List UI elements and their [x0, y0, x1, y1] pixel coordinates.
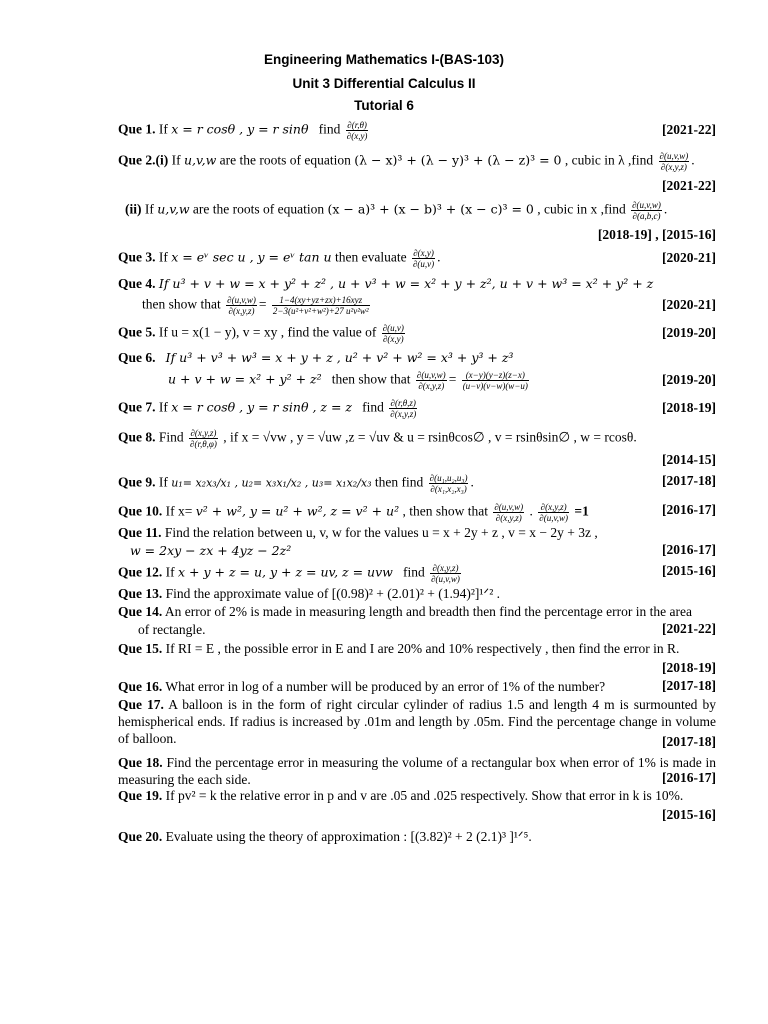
jacobian-fraction: $\frac{\partial(r,\theta)}{\partial(x,y)}$ [346, 120, 368, 141]
question-14: Que 14. An error of 2% is made in measuring length and breadth then find the percentage error in the area [118, 604, 692, 619]
question-20: Que 20. Evaluate using the theory of approximation : [(3.82)² + 2 (2.1)³ ]¹ᐟ⁵. [118, 829, 532, 844]
jacobian-fraction: $\frac{\partial(u,v,w)}{\partial(a,b,c)}$ [632, 200, 661, 221]
year-tag: [2021-22] [662, 621, 716, 636]
course-title: Engineering Mathematics I-(BAS-103) [263, 52, 505, 67]
result-fraction: $\frac{(x-y)(y-z)(z-x)}{(u-v)(v-w)(w-u)}$ [462, 370, 528, 391]
year-tag: [2014-15] [662, 452, 716, 467]
question-10: Que 10. If x= v² + w², y = u² + w², z = v² + u² , then show that $\frac{\partial(u,v,w)}{\partial(x,y,z)}$ . $\frac{\partial(x,y,z)}{\partial(u,v,w)}$ =1 [118, 502, 589, 523]
jacobian-fraction: $\frac{\partial(x,y,z)}{\partial(r,\theta,\varphi)}$ [190, 428, 217, 449]
year-tag: [2017-18] [662, 473, 716, 488]
question-1: Que 1. If x = r cosθ , y = r sinθ find $\frac{\partial(r,\theta)}{\partial(x,y)}$ [118, 120, 368, 141]
question-5: Que 5. If u = x(1 − y), v = xy , find the value of $\frac{\partial(u,v)}{\partial(x,y)}$ [118, 323, 404, 344]
question-18: Que 18. Find the percentage error in measuring the volume of a rectangular box when error of 1% is made in measuring the each side. [118, 755, 716, 787]
result-fraction: $\frac{\text{1−4(xy+yz+zx)+16xyz}}{\text{2−3(u²+v²+w²)+27 u²v²w²}}$ [272, 295, 369, 316]
year-tag: [2016-17] [662, 542, 716, 557]
year-tag: [2021-22] [662, 122, 716, 137]
question-12: Que 12. If x + y + z = u, y + z = uv, z = uvw find $\frac{\partial(x,y,z)}{\partial(u,v,w)}$ [118, 563, 460, 584]
year-tag: [2015-16] [662, 807, 716, 822]
year-tag: [2020-21] [662, 250, 716, 265]
year-tag: [2018-19] [662, 660, 716, 675]
year-tag: [2020-21] [662, 297, 716, 312]
year-tag: [2016-17] [662, 502, 716, 517]
question-9: Que 9. If u₁= x₂x₃/x₁ , u₂= x₃x₁/x₂ , u₃= x₁x₂/x₃ then find $\frac{\text{∂(u₁,u₂,u₃)}}{\text{∂(x₁,x₂,x₃)}}$ . [118, 473, 474, 494]
jacobian-fraction: $\frac{\partial(u,v,w)}{\partial(x,y,z)}$ [494, 502, 524, 523]
question-11-line-2: w = 2xy − zx + 4yz − 2z² [130, 543, 292, 558]
inverse-jacobian-fraction: $\frac{\partial(x,y,z)}{\partial(u,v,w)}$ [539, 502, 569, 523]
tutorial-title: Tutorial 6 [354, 98, 414, 113]
year-tag: [2019-20] [662, 372, 716, 387]
question-4: Que 4. If u³ + v + w = x + y² + z² , u + v³ + w = x² + y + z², u + v + w³ = x² + y² + z [118, 276, 654, 291]
question-6: Que 6. If u³ + v³ + w³ = x + y + z , u² + v² + w² = x³ + y³ + z³ [118, 350, 514, 365]
year-tag: [2018-19] , [2015-16] [597, 227, 716, 242]
year-tag: [2017-18] [662, 734, 716, 749]
question-17: Que 17. A balloon is in the form of right circular cylinder of radius 1.5 and length 4 m is surmounted by hemispherical ends. If radius is increased by .01m and length by .05m. Find the percentage change in volume of balloon. [118, 697, 716, 746]
question-3: Que 3. If x = eᵛ sec u , y = eᵛ tan u then evaluate $\frac{\partial(x,y)}{\partial(u,v)}$ . [118, 248, 441, 269]
question-15: Que 15. If RI = E , the possible error in E and I are 20% and 10% respectively , then find the error in R. [118, 641, 680, 656]
year-tag: [2019-20] [662, 325, 716, 340]
year-tag: [2015-16] [662, 563, 716, 578]
question-14-line-2: of rectangle. [138, 622, 206, 637]
year-tag: [2018-19] [662, 400, 716, 415]
unit-title: Unit 3 Differential Calculus II [292, 76, 476, 91]
jacobian-fraction: $\frac{\partial(x,y,z)}{\partial(u,v,w)}$ [431, 563, 460, 584]
year-tag: [2021-22] [662, 178, 716, 193]
question-8: Que 8. Find $\frac{\partial(x,y,z)}{\partial(r,\theta,\varphi)}$ , if x = √vw , y = √uw ,z = √uv & u = rsinθcos∅ , v = rsinθsin∅ , w = rcosθ. [118, 428, 637, 449]
jacobian-fraction: $\frac{\partial(u,v,w)}{\partial(x,y,z)}$ [416, 370, 446, 391]
jacobian-fraction: $\frac{\text{∂(u₁,u₂,u₃)}}{\text{∂(x₁,x₂,x₃)}}$ [429, 473, 468, 494]
question-2-i: Que 2.(i) If u,v,w are the roots of equation (λ − x)³ + (λ − y)³ + (λ − z)³ = 0 , cubic in λ ,find $\frac{\partial(u,v,w)}{\partial(x,y,z)}$ . [118, 151, 695, 172]
question-6-line-2: u + v + w = x² + y² + z² then show that $\frac{\partial(u,v,w)}{\partial(x,y,z)}$ = $\frac{(x-y)(y-z)(z-x)}{(u-v)(v-w)(w-u)}$ [168, 370, 528, 391]
jacobian-fraction: $\frac{\partial(x,y)}{\partial(u,v)}$ [412, 248, 435, 269]
question-7: Que 7. If x = r cosθ , y = r sinθ , z = z find $\frac{\partial(r,\theta,z)}{\partial(x,y,z)}$ [118, 398, 417, 419]
question-16: Que 16. What error in log of a number will be produced by an error of 1% of the number? [118, 679, 606, 694]
question-2-ii: (ii) If u,v,w are the roots of equation (x − a)³ + (x − b)³ + (x − c)³ = 0 , cubic in x ,find $\frac{\partial(u,v,w)}{\partial(a,b,c)}$ . [125, 200, 668, 221]
jacobian-fraction: $\frac{\partial(u,v,w)}{\partial(x,y,z)}$ [659, 151, 689, 172]
question-19: Que 19. If pv² = k the relative error in p and v are .05 and .025 respectively. Show that error in k is 10%. [118, 788, 684, 803]
jacobian-fraction: $\frac{\partial(r,\theta,z)}{\partial(x,y,z)}$ [390, 398, 417, 419]
question-13: Que 13. Find the approximate value of [(0.98)² + (2.01)² + (1.94)²]¹ᐟ² . [118, 586, 500, 601]
year-tag: [2017-18] [662, 678, 716, 693]
jacobian-fraction: $\frac{\partial(u,v)}{\partial(x,y)}$ [382, 323, 404, 344]
jacobian-fraction: $\frac{\partial(u,v,w)}{\partial(x,y,z)}$ [227, 295, 256, 316]
question-4-line-2: then show that $\frac{\partial(u,v,w)}{\partial(x,y,z)}$ = $\frac{\text{1−4(xy+yz+zx)+16xyz}}{\text{2−3(u²+v²+w²)+27 u²v²w²}}$ [142, 295, 369, 316]
year-tag: [2016-17] [662, 770, 716, 785]
question-11: Que 11. Find the relation between u, v, w for the values u = x + 2y + z , v = x − 2y + 3z , [118, 525, 598, 540]
